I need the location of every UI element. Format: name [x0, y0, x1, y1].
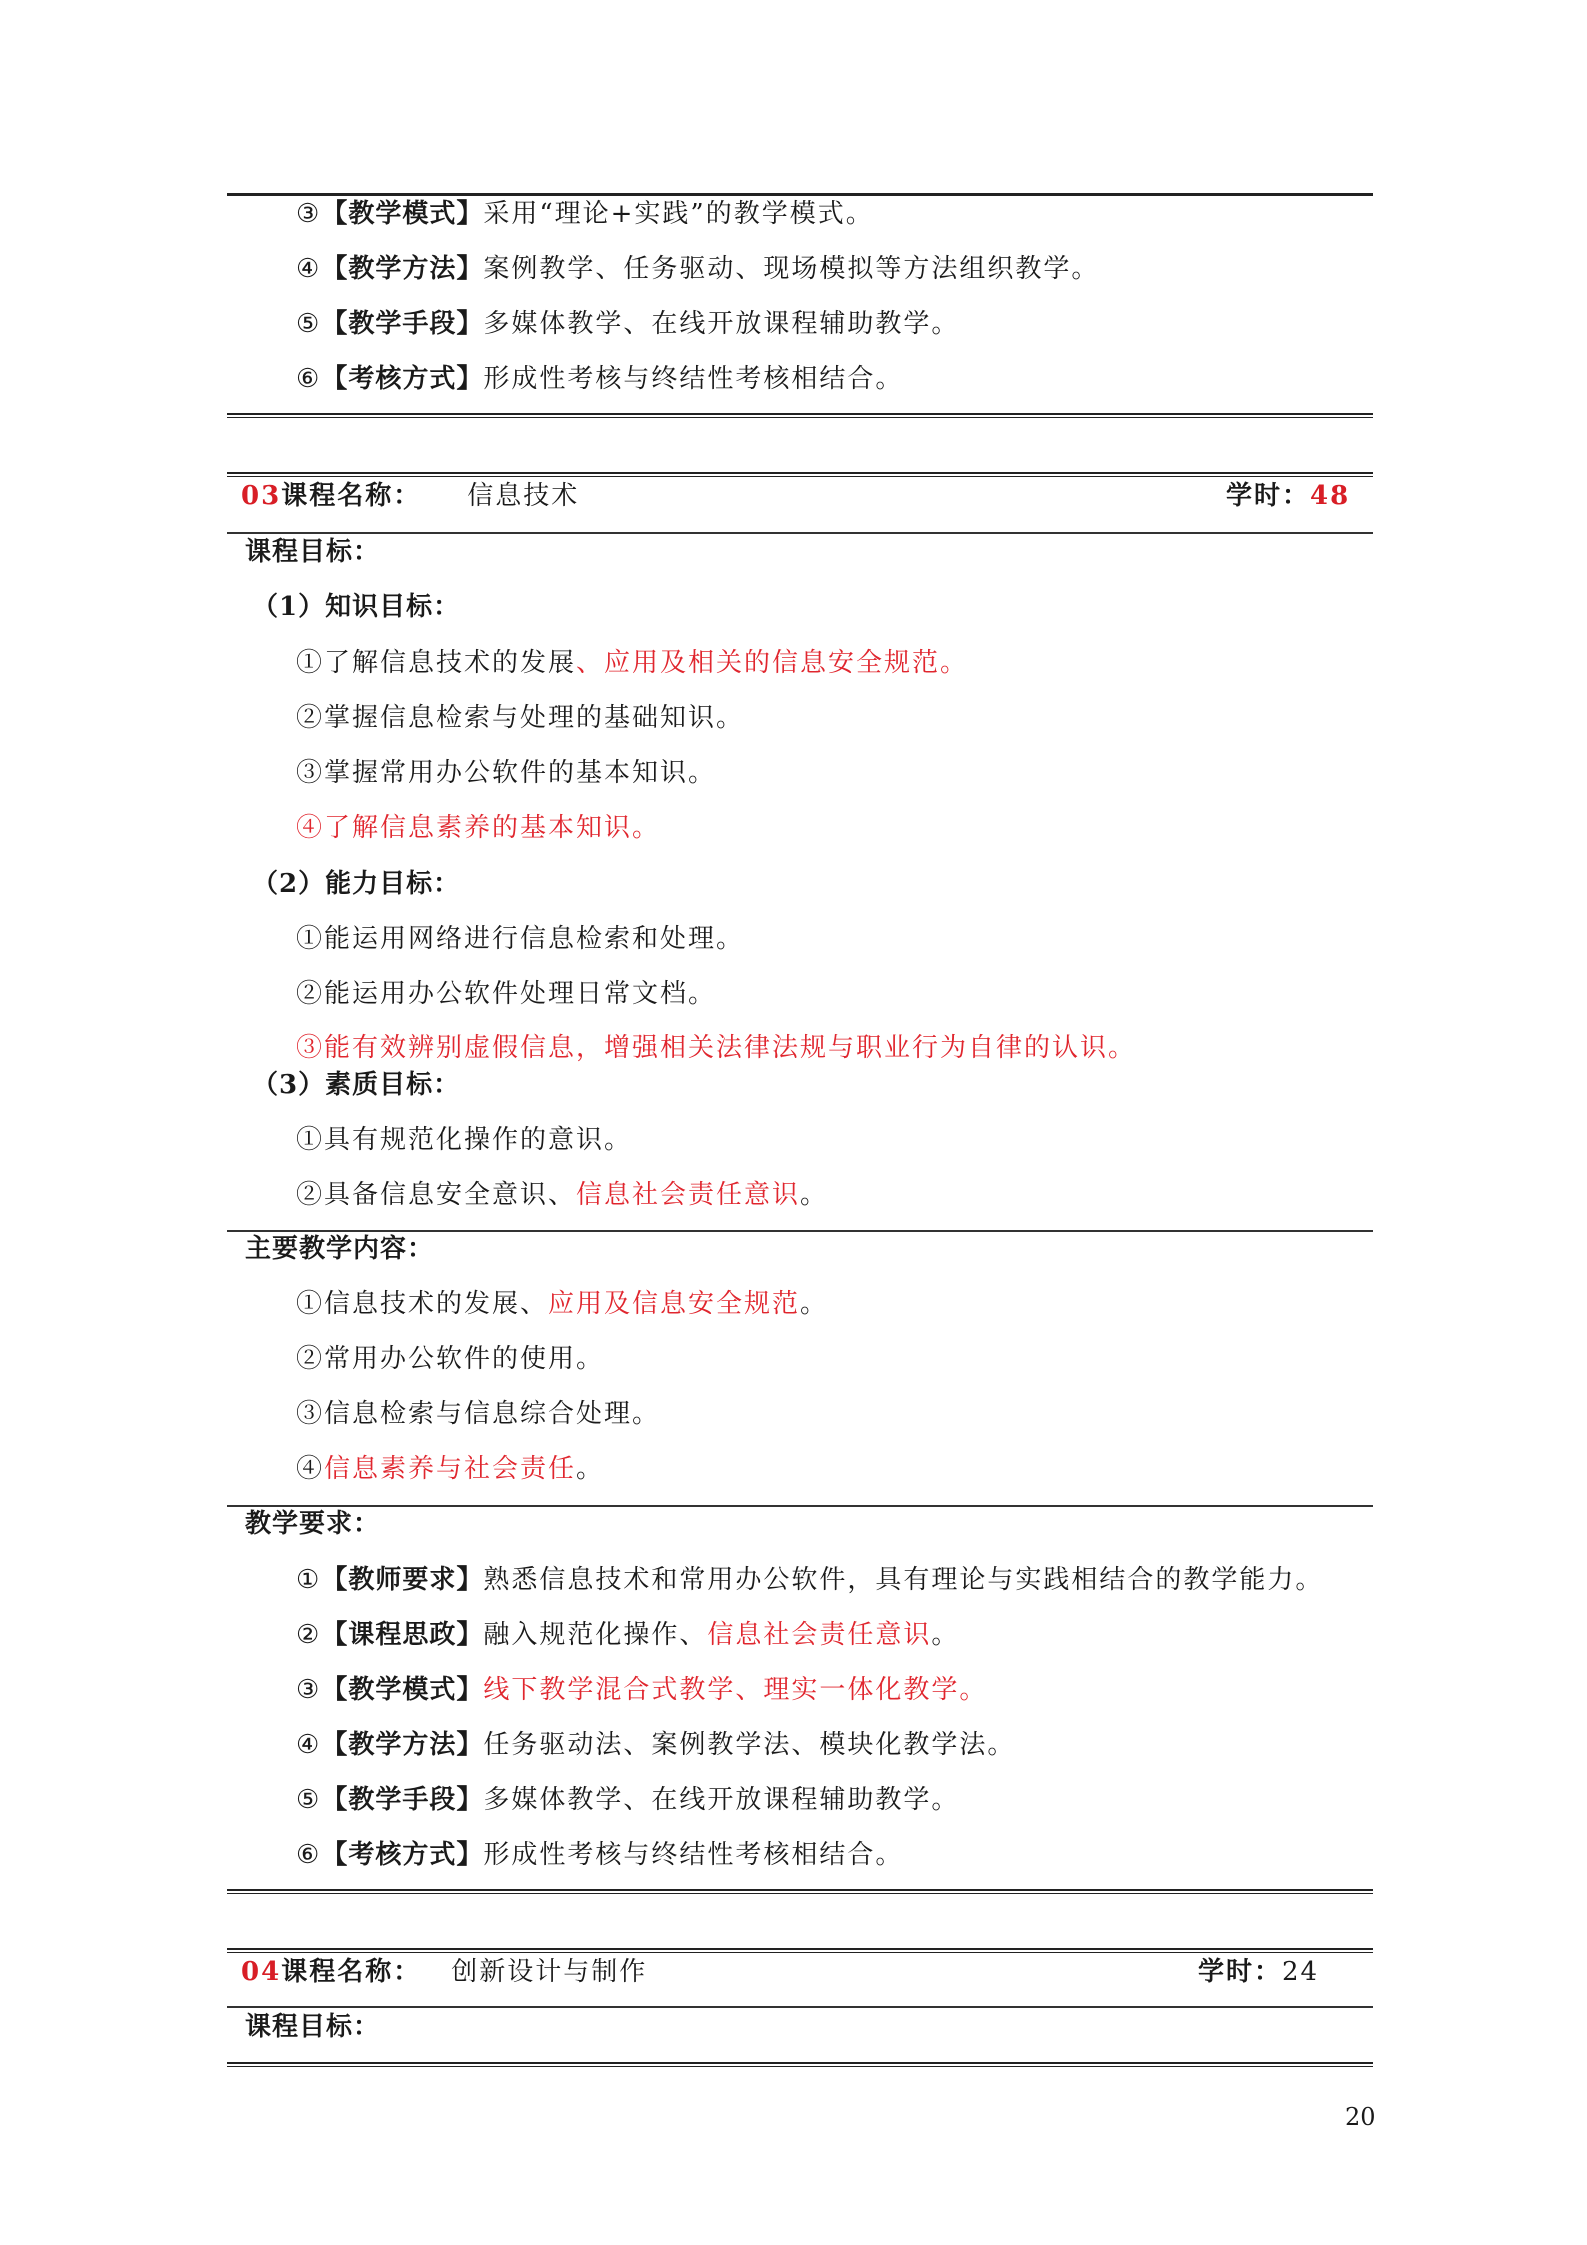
table-top-border — [227, 472, 1373, 477]
list-item: ①【教师要求】熟悉信息技术和常用办公软件，具有理论与实践相结合的教学能力。 — [296, 1565, 1324, 1595]
row-divider — [227, 532, 1373, 534]
list-item: ①能运用网络进行信息检索和处理。 — [296, 924, 745, 954]
list-item: ④【教学方法】案例教学、任务驱动、现场模拟等方法组织教学。 — [296, 254, 1100, 284]
course-name-label: 课程名称： — [281, 481, 422, 511]
list-item: ③掌握常用办公软件的基本知识。 — [296, 758, 717, 788]
table-bottom-border — [227, 413, 1373, 418]
table-bottom-border — [227, 1889, 1373, 1894]
subsection-heading: （3）素质目标： — [252, 1070, 461, 1100]
course-header — [241, 1954, 647, 1990]
list-item: ⑥【考核方式】形成性考核与终结性考核相结合。 — [296, 1840, 904, 1870]
row-divider — [227, 2006, 1373, 2008]
list-item: ③【教学模式】线下教学混合式教学、理实一体化教学。 — [296, 1675, 988, 1705]
course-name-label: 课程名称： — [281, 1957, 422, 1987]
course-hours: 学时：24 — [1198, 1957, 1320, 1987]
course-number: 03 — [241, 481, 282, 511]
list-item: ②常用办公软件的使用。 — [296, 1344, 605, 1374]
list-item: ④了解信息素养的基本知识。 — [296, 813, 661, 843]
course-hours: 学时：48 — [1226, 481, 1351, 511]
subsection-heading: （1）知识目标： — [252, 592, 461, 622]
list-item: ②【课程思政】融入规范化操作、信息社会责任意识。 — [296, 1620, 960, 1650]
list-item: ④信息素养与社会责任。 — [296, 1454, 605, 1484]
list-item: ④【教学方法】任务驱动法、案例教学法、模块化教学法。 — [296, 1730, 1016, 1760]
list-item: ①信息技术的发展、应用及信息安全规范。 — [296, 1289, 829, 1319]
course-header — [241, 478, 579, 514]
course-number: 04 — [241, 1957, 282, 1987]
list-item: ③能有效辨别虚假信息，增强相关法律法规与职业行为自律的认识。 — [296, 1033, 1137, 1063]
list-item: ①了解信息技术的发展、应用及相关的信息安全规范。 — [296, 648, 969, 678]
table-bottom-border — [227, 2062, 1373, 2067]
course-name: 信息技术 — [467, 481, 580, 511]
list-item: ⑤【教学手段】多媒体教学、在线开放课程辅助教学。 — [296, 309, 960, 339]
list-item: ③信息检索与信息综合处理。 — [296, 1399, 661, 1429]
page-number: 20 — [1345, 2103, 1376, 2131]
row-divider — [227, 1505, 1373, 1507]
list-item: ③【教学模式】采用“理论+实践”的教学模式。 — [296, 199, 874, 229]
list-item: ②能运用办公软件处理日常文档。 — [296, 979, 717, 1009]
section-heading: 主要教学内容： — [245, 1234, 435, 1264]
list-item: ①具有规范化操作的意识。 — [296, 1125, 633, 1155]
list-item: ②具备信息安全意识、信息社会责任意识。 — [296, 1180, 829, 1210]
subsection-heading: （2）能力目标： — [252, 869, 461, 899]
list-item: ②掌握信息检索与处理的基础知识。 — [296, 703, 745, 733]
section-heading: 课程目标： — [245, 537, 381, 567]
list-item: ⑥【考核方式】形成性考核与终结性考核相结合。 — [296, 364, 904, 394]
section-heading: 课程目标： — [245, 2012, 381, 2042]
section-heading: 教学要求： — [245, 1509, 381, 1539]
table-top-border — [227, 1948, 1373, 1953]
course-name: 创新设计与制作 — [451, 1957, 648, 1987]
list-item: ⑤【教学手段】多媒体教学、在线开放课程辅助教学。 — [296, 1785, 960, 1815]
